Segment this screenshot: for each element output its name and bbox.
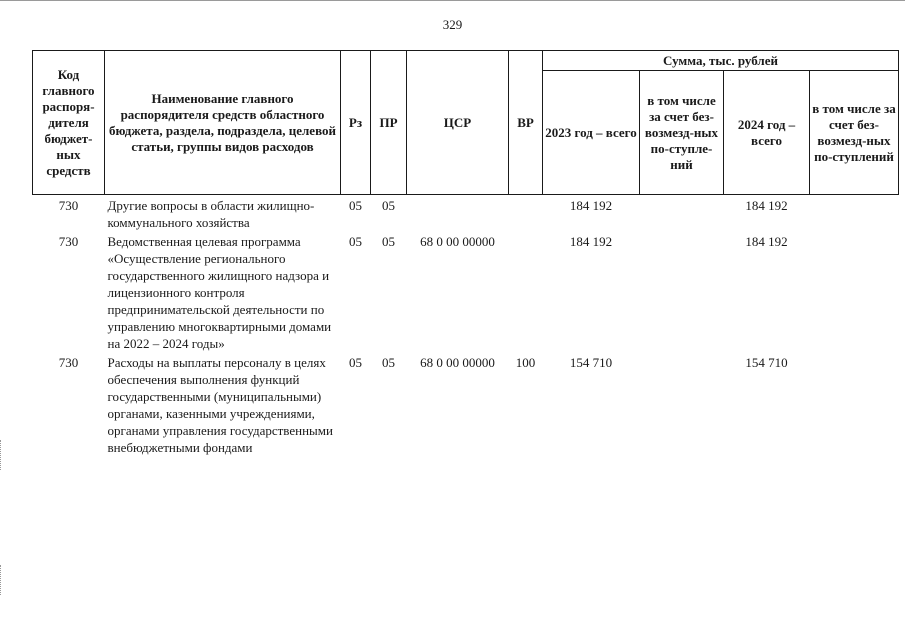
cell-2024-free [810, 195, 899, 232]
cell-name: Расходы на выплаты персоналу в целях обеспечения выполнения функций государственными (муниципальными) органами, казенными учреждениями, органами управления государственными внебюджетными фондами [107, 355, 333, 455]
cell-pr: 05 [382, 198, 395, 213]
header-csr: ЦСР [407, 51, 509, 195]
cell-pr: 05 [382, 234, 395, 249]
cell-2023-total: 184 192 [569, 234, 613, 249]
header-2024-free: в том числе за счет без-возмезд-ных по-ступлений [810, 71, 899, 195]
cell-2023-free [640, 231, 724, 352]
header-2023-total: 2023 год – всего [543, 71, 640, 195]
scan-artifact [0, 440, 7, 470]
top-rule [0, 0, 905, 1]
header-2024-total: 2024 год – всего [724, 71, 810, 195]
scan-artifact [0, 565, 7, 595]
header-vr: ВР [509, 51, 543, 195]
table-header [33, 51, 899, 195]
cell-vr [509, 195, 543, 232]
header-2023-free: в том числе за счет без-возмезд-ных по-ступле-ний [640, 71, 724, 195]
cell-name: Другие вопросы в области жилищно-коммунального хозяйства [107, 198, 315, 230]
cell-csr: 68 0 00 00000 [420, 234, 495, 249]
cell-2024-total: 184 192 [745, 198, 788, 213]
cell-2023-total: 184 192 [569, 198, 613, 213]
table-row [33, 195, 899, 232]
budget-table [32, 50, 899, 456]
cell-code: 730 [58, 198, 79, 213]
table-body [33, 195, 899, 457]
cell-code: 730 [58, 234, 79, 249]
cell-rz: 05 [349, 198, 362, 213]
cell-pr: 05 [382, 355, 395, 370]
cell-2023-free [640, 352, 724, 456]
cell-vr: 100 [515, 355, 536, 370]
cell-name: Ведомственная целевая программа «Осуществление регионального государственного жилищного надзора и лицензионного контроля предпринимательской деятельности по управлению многоквартирными домами на 2022 – 2024 годы» [107, 234, 332, 351]
header-rz: Рз [341, 51, 371, 195]
cell-2024-free [810, 352, 899, 456]
header-code: Код главного распоря-дителя бюджет-ных средств [33, 51, 105, 195]
cell-csr [407, 195, 509, 232]
cell-2024-free [810, 231, 899, 352]
page-number: 329 [442, 17, 463, 32]
table-row [33, 352, 899, 456]
cell-2023-total: 154 710 [569, 355, 613, 370]
cell-2024-total: 154 710 [745, 355, 788, 370]
cell-2024-total: 184 192 [745, 234, 788, 249]
cell-code: 730 [58, 355, 79, 370]
cell-vr [509, 231, 543, 352]
header-pr: ПР [371, 51, 407, 195]
header-sum-group: Сумма, тыс. рублей [543, 51, 899, 71]
table-row [33, 231, 899, 352]
cell-csr: 68 0 00 00000 [420, 355, 495, 370]
cell-2023-free [640, 195, 724, 232]
cell-rz: 05 [349, 355, 362, 370]
header-name: Наименование главного распорядителя средств областного бюджета, раздела, подраздела, целевой статьи, группы видов расходов [105, 51, 341, 195]
cell-rz: 05 [349, 234, 362, 249]
